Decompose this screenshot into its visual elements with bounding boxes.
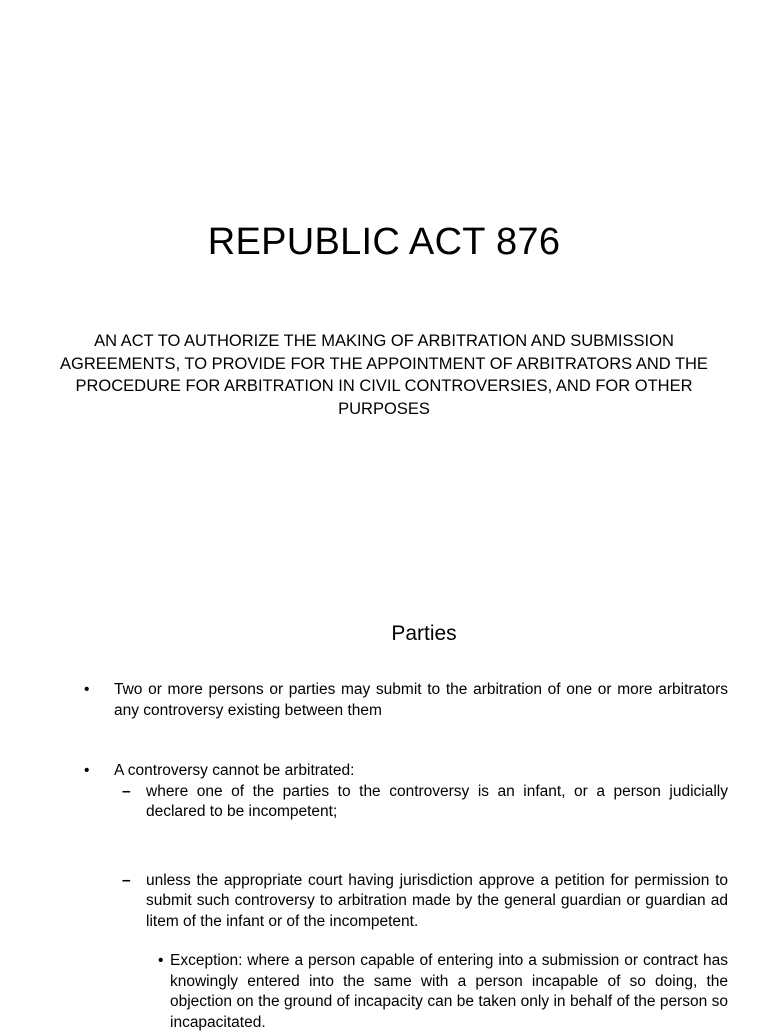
slide-parties (0, 576, 768, 1031)
parties-heading: Parties (391, 622, 457, 645)
sub-bullet-text: unless the appropriate court having jurisdiction approve a petition for permission to submit such controversy to arbitration made by the general guardian or guardian ad litem of the infant or of the incompetent. (146, 871, 728, 930)
bullet-marker: • (84, 762, 90, 779)
sub-bullet-text: where one of the parties to the controversy is an infant, or a person judicially declared to be incompetent; (146, 782, 728, 820)
bullet-marker: • (84, 681, 90, 698)
slide-title-heading: REPUBLIC ACT 876 (207, 221, 561, 263)
parties-content (84, 680, 728, 1033)
sub-bullet-item (114, 782, 728, 823)
slide-subtitle: AN ACT TO AUTHORIZE THE MAKING OF ARBITRATION AND SUBMISSION AGREEMENTS, TO PROVIDE FOR THE APPOINTMENT OF ARBITRATORS AND THE PROCEDURE FOR ARBITRATION IN CIVIL CONTROVERSIES, AND FOR OTHER PURPOSES (60, 332, 708, 418)
bullet-marker: • (158, 952, 164, 969)
dash-marker: – (122, 871, 131, 889)
sub-sub-bullet-item (150, 951, 728, 1033)
sub-sub-bullet-text: Exception: where a person capable of entering into a submission or contract has knowingly entered into the same with a person incapable of so doing, the objection on the ground of incapacity can be taken only in behalf of the person so incapacitated. (170, 952, 728, 1031)
dash-marker: – (122, 782, 131, 800)
sub-bullet-item (114, 871, 728, 933)
bullet-item (84, 680, 728, 721)
bullet-text: A controversy cannot be arbitrated: (114, 762, 355, 779)
bullet-text: Two or more persons or parties may submit to the arbitration of one or more arbitrators any controversy existing between them (114, 681, 728, 719)
bullet-item (84, 761, 728, 782)
